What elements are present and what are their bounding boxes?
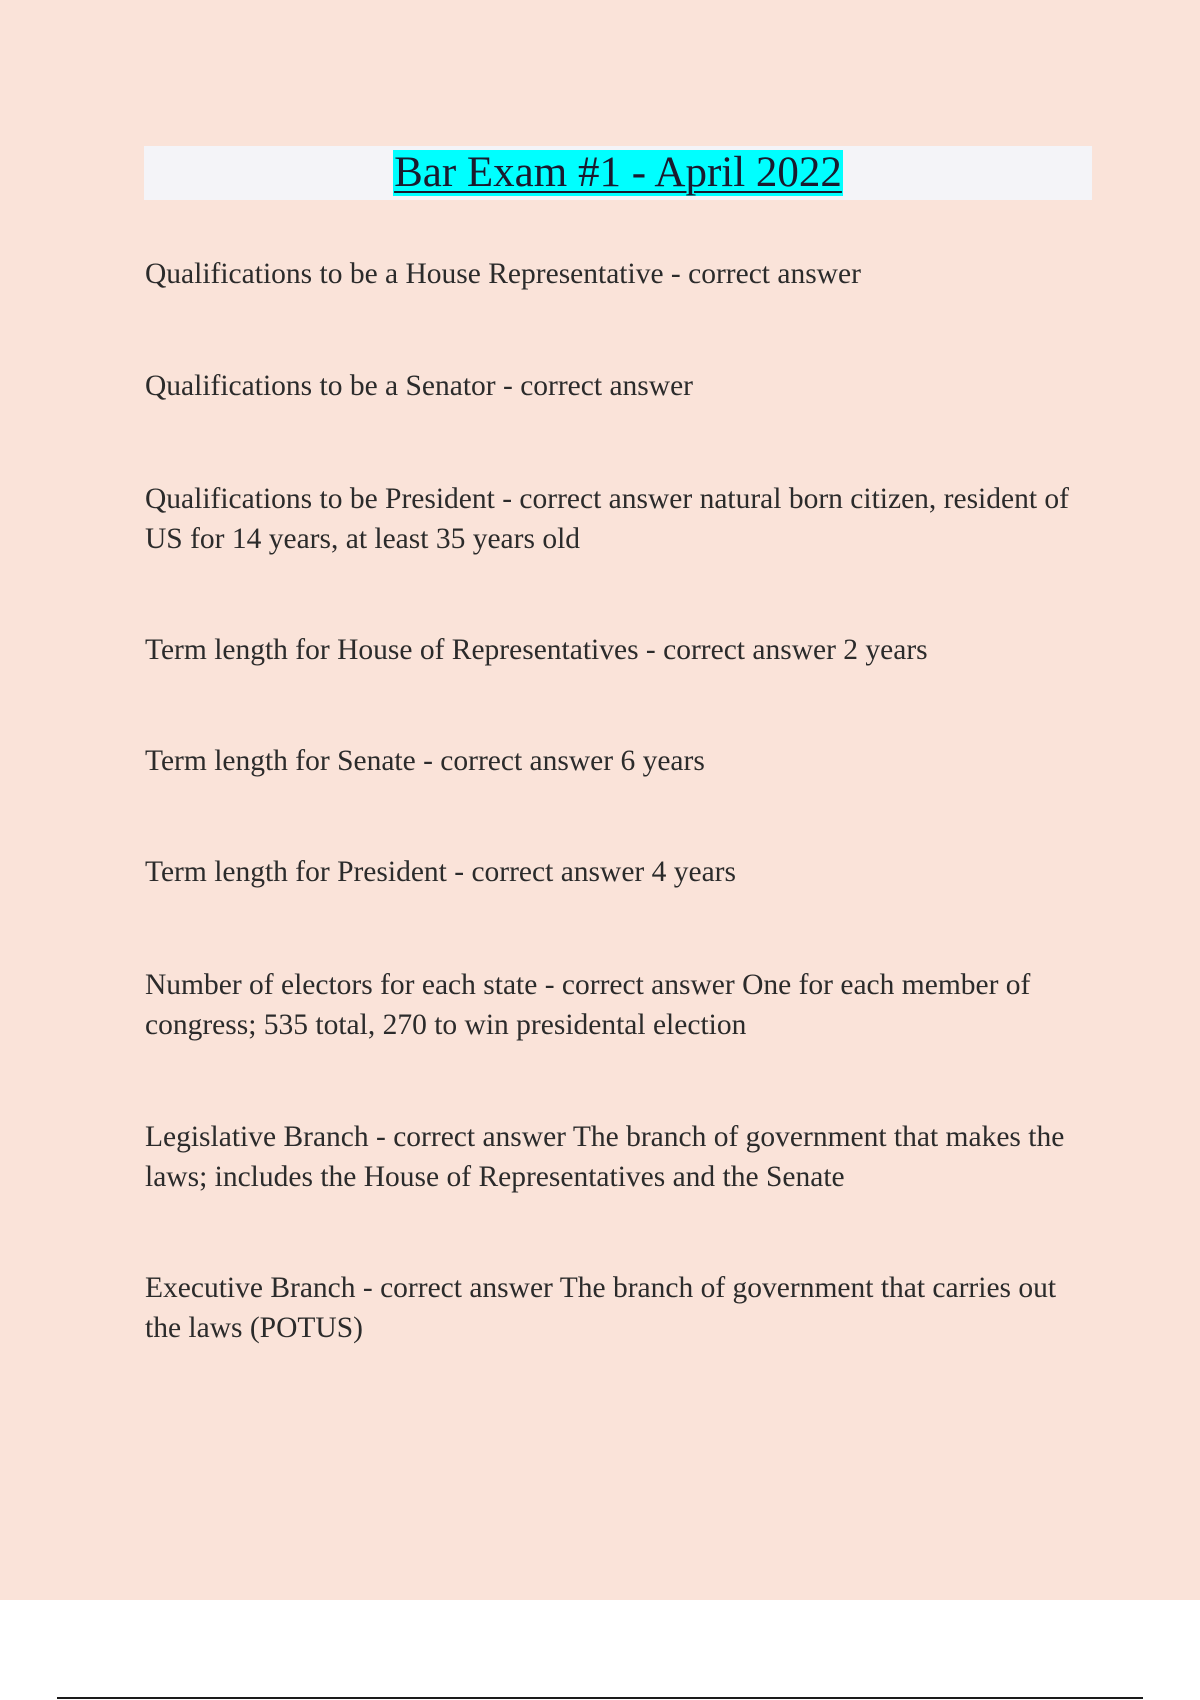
- qa-entry-executive-branch: Executive Branch - correct answer The branch of government that carries out the laws (POTUS): [145, 1272, 1057, 1344]
- title-band: [144, 146, 1092, 200]
- document-title: Bar Exam #1 - April 2022: [394, 149, 842, 196]
- qa-entry-house-qualifications: Qualifications to be a House Representative - correct answer: [145, 258, 861, 290]
- qa-entry-house-term-length: Term length for House of Representatives - correct answer 2 years: [145, 634, 928, 666]
- qa-entry-senate-term-length: Term length for Senate - correct answer 6 years: [145, 745, 705, 777]
- qa-entry-president-qualifications: Qualifications to be President - correct answer natural born citizen, resident of US for 14 years, at least 35 years old: [145, 483, 1069, 555]
- qa-entry-legislative-branch: Legislative Branch - correct answer The branch of government that makes the laws; includes the House of Representatives and the Senate: [145, 1121, 1065, 1193]
- qa-entry-electors: Number of electors for each state - correct answer One for each member of congress; 535 total, 270 to win presidental election: [145, 969, 1031, 1041]
- footer-rule: [57, 1697, 1143, 1699]
- qa-entry-president-term-length: Term length for President - correct answer 4 years: [145, 856, 736, 888]
- qa-entry-senator-qualifications: Qualifications to be a Senator - correct answer: [145, 370, 693, 402]
